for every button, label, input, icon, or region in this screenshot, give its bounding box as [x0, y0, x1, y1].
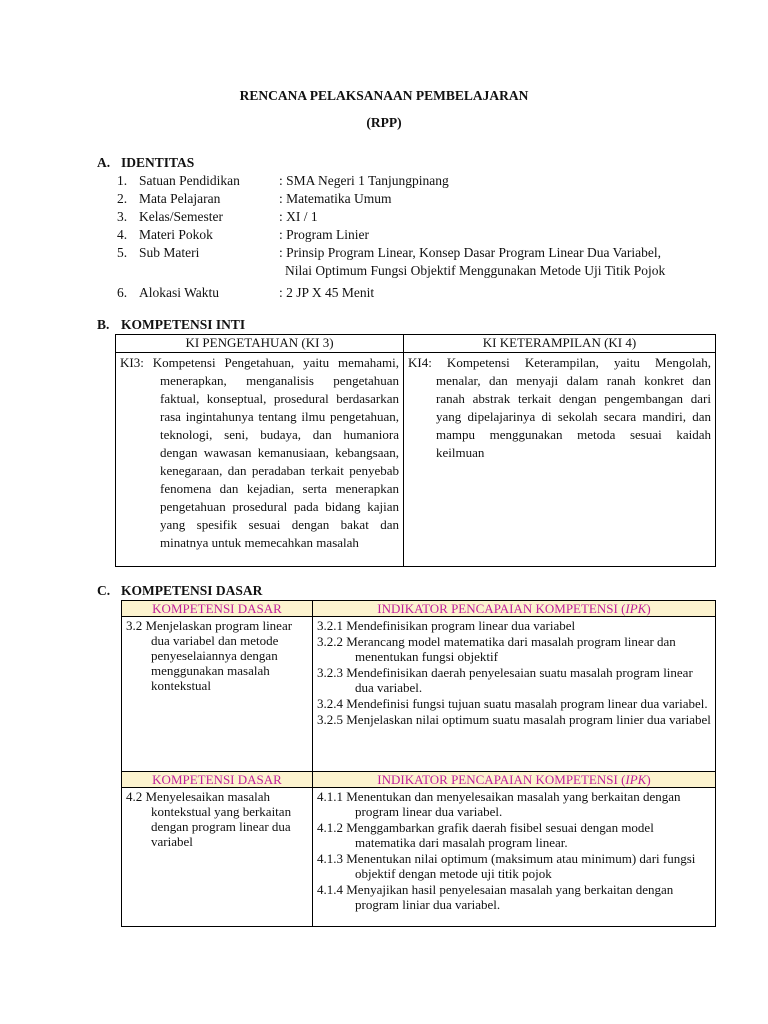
ki-table — [115, 334, 716, 567]
ipk-item: 3.2.5 Menjelaskan nilai optimum suatu masalah program linier dua variabel — [317, 712, 711, 727]
section-identitas-heading — [97, 155, 194, 171]
identitas-item: 6. Alokasi Waktu : 2 JP X 45 Menit — [117, 285, 375, 300]
ipk-item: 4.1.1 Menentukan dan menyelesaikan masalah yang berkaitan dengan program linear dua variabel. — [317, 789, 681, 819]
document-title: RENCANA PELAKSANAAN PEMBELAJARAN — [239, 88, 529, 103]
identitas-list — [117, 172, 717, 302]
section-ki-heading: B. KOMPETENSI INTI — [97, 317, 246, 332]
identitas-item: 2. Mata Pelajaran : Matematika Umum — [117, 191, 392, 206]
section-title: IDENTITAS — [121, 155, 195, 170]
ipk-col-header: INDIKATOR PENCAPAIAN KOMPETENSI (IPK) — [313, 601, 716, 617]
ipk-item: 4.1.4 Menyajikan hasil penyelesaian masalah yang berkaitan dengan program liniar dua variabel. — [317, 882, 674, 912]
ipk-col-header: INDIKATOR PENCAPAIAN KOMPETENSI (IPK) — [313, 772, 716, 788]
ipk-item: 4.1.3 Menentukan nilai optimum (maksimum atau minimum) dari fungsi objektif dengan metode uji titik pojok — [317, 851, 696, 881]
kd-col-header: KOMPETENSI DASAR — [122, 601, 313, 617]
ki-col-header: KI KETERAMPILAN (KI 4) — [404, 335, 716, 353]
ki4-text: KI4: Kompetensi Keterampilan, yaitu Mengolah, menalar, dan menyaji dalam ranah konkret dan ranah abstrak terkait dengan pengembangan dari yang dipelajarinya di sekolah secara mandiri, dan mampu menggunakan metoda sesuai kaidah keilmuan — [408, 355, 711, 460]
ipk-cell — [313, 617, 716, 772]
kd-text: 4.2 Menyelesaikan masalah kontekstual yang berkaitan dengan program linear dua variabel — [126, 789, 292, 849]
kd-cell — [122, 788, 313, 927]
ipk-item: 3.2.2 Merancang model matematika dari masalah program linear dan menentukan fungsi objektif — [317, 634, 676, 664]
document-subtitle: (RPP) — [366, 115, 402, 130]
ki3-text: KI3: Kompetensi Pengetahuan, yaitu memahami, menerapkan, menganalisis pengetahuan faktual, konseptual, prosedural berdasarkan rasa ingintahunya tentang ilmu pengetahuan, teknologi, seni, budaya, dan humaniora dengan wawasan kemanusiaan, kebangsaan, kenegaraan, dan peradaban terkait penyebab fenomena dan kejadian, serta menerapkan pengetahuan prosedural pada bidang kajian yang spesifik sesuai dengan bakat dan minatnya untuk memecahkan masalah — [120, 355, 399, 550]
kd-text: 3.2 Menjelaskan program linear dua variabel dan metode penyeselaiannya dengan menggunakan masalah kontekstual — [126, 618, 293, 693]
identitas-item: 5. Sub Materi : Prinsip Program Linear, Konsep Dasar Program Linear Dua Variabel, Nilai Optimum Fungsi Objektif Menggunakan Metode Uji Titik Pojok — [117, 245, 666, 278]
ipk-item: 3.2.4 Mendefinisi fungsi tujuan suatu masalah program linear dua variabel. — [317, 696, 708, 711]
kd-col-header: KOMPETENSI DASAR — [122, 772, 313, 788]
ipk-item: 4.1.2 Menggambarkan grafik daerah fisibel sesuai dengan model matematika dari masalah program linear. — [317, 820, 654, 850]
ipk-item: 3.2.3 Mendefinisikan daerah penyelesaian suatu masalah program linear dua variabel. — [317, 665, 693, 695]
identitas-item: 3. Kelas/Semester : XI / 1 — [117, 209, 318, 224]
section-kd-heading: C. KOMPETENSI DASAR — [97, 583, 263, 598]
ki3-cell — [116, 353, 404, 567]
identitas-item: 1. Satuan Pendidikan : SMA Negeri 1 Tanjungpinang — [117, 173, 449, 188]
kd-cell — [122, 617, 313, 772]
ki4-cell — [404, 353, 716, 567]
ki-col-header: KI PENGETAHUAN (KI 3) — [116, 335, 404, 353]
section-letter: A. — [97, 155, 111, 170]
kd-table — [121, 600, 716, 927]
ipk-item: 3.2.1 Mendefinisikan program linear dua variabel — [317, 618, 576, 633]
identitas-item: 4. Materi Pokok : Program Linier — [117, 227, 369, 242]
ipk-cell — [313, 788, 716, 927]
